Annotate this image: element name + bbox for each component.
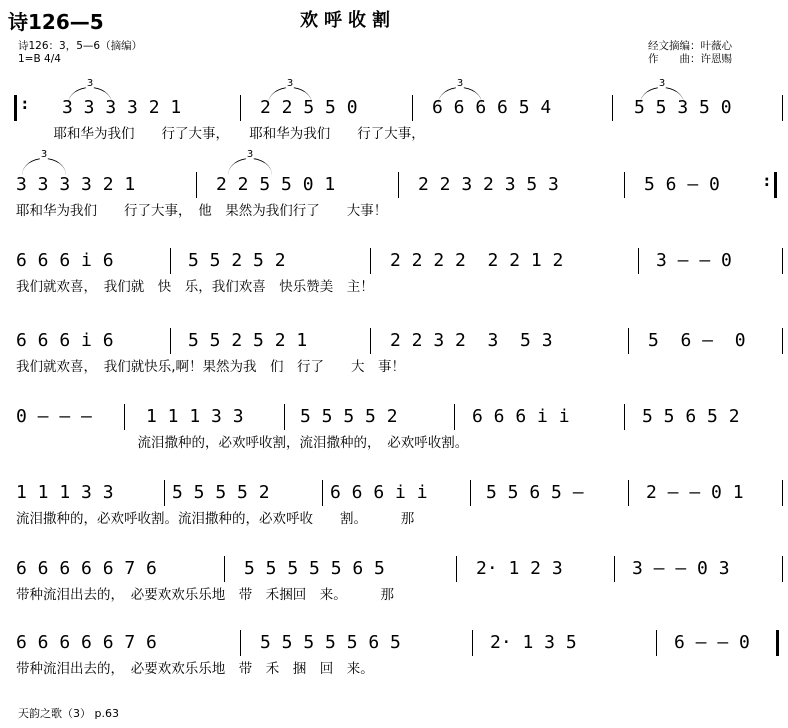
barline — [656, 630, 657, 656]
barline — [628, 480, 629, 506]
repeat-end-barline — [774, 172, 777, 198]
repeat-dots: : — [20, 94, 30, 113]
measure: 5 5 5 5 5 6 5 — [244, 558, 385, 579]
lyric-editor: 经文摘编：叶薇心 — [648, 40, 732, 52]
composer: 作 曲：许恩赐 — [648, 53, 732, 65]
triplet-arc: 3 — [228, 158, 272, 175]
measure: 6 – – 0 — [674, 632, 750, 653]
measure: 2 2 2 2 2 2 1 2 — [390, 250, 564, 271]
measure: 1 1 1 3 3 — [146, 406, 244, 427]
lyric-line: 我们就欢喜， 我们就快乐,啊！果然为我 们 行了 大 事！ — [16, 359, 406, 375]
barline — [782, 328, 783, 354]
measure: 5 5 5 5 2 — [300, 406, 398, 427]
lyric-line: 我们就欢喜， 我们就 快 乐，我们欢喜 快乐赞美 主！ — [16, 279, 374, 295]
measure: 5 5 5 5 5 6 5 — [260, 632, 401, 653]
barline — [456, 556, 457, 582]
measure: 5 5 2 5 2 1 — [188, 330, 308, 351]
barline — [472, 630, 473, 656]
measure: 6 6 6 i 6 — [16, 250, 114, 271]
score-row-3 — [0, 242, 788, 302]
measure: 5 6 – 0 — [648, 330, 746, 351]
measure: 0 – – – — [16, 406, 92, 427]
score-row-7 — [0, 550, 788, 610]
barline — [240, 95, 241, 121]
measure: 1 1 1 3 3 — [16, 482, 114, 503]
lyric-line: 耶和华为我们 行了大事， 他 果然为我们行了 大事！ — [16, 203, 388, 219]
score-row-1 — [0, 78, 788, 145]
measure: 2 2 5 5 0 — [260, 97, 358, 118]
measure: 5 5 2 5 2 — [188, 250, 286, 271]
barline — [170, 248, 171, 274]
book-page-reference: 天韵之歌（3） p.63 — [18, 707, 119, 720]
barline — [470, 480, 471, 506]
barline — [624, 172, 625, 198]
measure: 6 6 6 i i — [330, 482, 428, 503]
measure: 3 3 3 3 2 1 — [16, 174, 136, 195]
barline — [628, 328, 629, 354]
barline — [412, 95, 413, 121]
barline — [170, 328, 171, 354]
measure: 6 6 6 i i — [472, 406, 570, 427]
barline — [164, 480, 165, 506]
barline — [370, 248, 371, 274]
measure: 6 6 6 i 6 — [16, 330, 114, 351]
scripture-reference: 诗126：3，5—6（摘编） — [18, 40, 143, 52]
barline — [196, 172, 197, 198]
barline — [624, 404, 625, 430]
barline — [398, 172, 399, 198]
measure: 5 5 6 5 – — [486, 482, 584, 503]
song-title: 欢呼收割 — [300, 10, 396, 31]
lyric-line: 带种流泪出去的， 必要欢欢乐乐地 带 禾 捆 回 来。 — [16, 661, 374, 677]
repeat-start-barline — [14, 95, 17, 121]
triplet-arc: 3 — [438, 87, 482, 104]
lyric-line: 耶和华为我们 行了大事， 耶和华为我们 行了大事， — [40, 126, 425, 142]
lyric-line: 流泪撒种的，必欢呼收割。流泪撒种的，必欢呼收 割。 那 — [16, 511, 415, 527]
barline — [240, 630, 241, 656]
barline — [454, 404, 455, 430]
measure: 2· 1 3 5 — [490, 632, 577, 653]
score-row-6 — [0, 474, 788, 534]
barline — [782, 248, 783, 274]
measure: 5 5 6 5 2 — [642, 406, 740, 427]
measure: 3 – – 0 — [656, 250, 732, 271]
key-signature: 1=B 4/4 — [18, 53, 61, 65]
score-row-5 — [0, 398, 788, 458]
measure: 5 6 – 0 — [644, 174, 720, 195]
barline — [370, 328, 371, 354]
score-row-4 — [0, 322, 788, 382]
lyric-line: 带种流泪出去的， 必要欢欢乐乐地 带 禾捆回 来。 那 — [16, 587, 394, 603]
barline — [612, 95, 613, 121]
triplet-arc: 3 — [640, 87, 684, 104]
song-number: 诗126—5 — [8, 10, 104, 34]
barline — [638, 248, 639, 274]
barline — [782, 480, 783, 506]
barline — [284, 404, 285, 430]
measure: 2 2 5 5 0 1 — [216, 174, 336, 195]
repeat-dots: : — [762, 171, 772, 190]
barline — [782, 556, 783, 582]
measure: 2· 1 2 3 — [476, 558, 563, 579]
triplet-arc: 3 — [268, 87, 312, 104]
score-row-8 — [0, 624, 788, 684]
barline — [782, 95, 783, 121]
source-info-right — [648, 40, 732, 66]
measure: 3 – – 0 3 — [632, 558, 730, 579]
measure: 2 – – 0 1 — [646, 482, 744, 503]
score-row-2 — [0, 149, 788, 222]
measure: 5 5 3 5 0 — [634, 97, 732, 118]
measure: 3 3 3 3 2 1 — [62, 97, 182, 118]
lyric-line: 流泪撒种的，必欢呼收割，流泪撒种的， 必欢呼收割。 — [16, 435, 469, 451]
barline — [322, 480, 323, 506]
measure: 6 6 6 6 5 4 — [432, 97, 552, 118]
barline — [124, 404, 125, 430]
measure: 6 6 6 6 6 7 6 — [16, 632, 157, 653]
measure: 6 6 6 6 6 7 6 — [16, 558, 157, 579]
measure: 2 2 3 2 3 5 3 — [418, 174, 559, 195]
measure: 2 2 3 2 3 5 3 — [390, 330, 553, 351]
triplet-arc: 3 — [22, 158, 66, 175]
measure: 5 5 5 5 2 — [172, 482, 270, 503]
barline — [614, 556, 615, 582]
triplet-arc: 3 — [68, 87, 112, 104]
source-info-left — [18, 40, 142, 66]
barline — [224, 556, 225, 582]
final-barline — [776, 630, 779, 656]
